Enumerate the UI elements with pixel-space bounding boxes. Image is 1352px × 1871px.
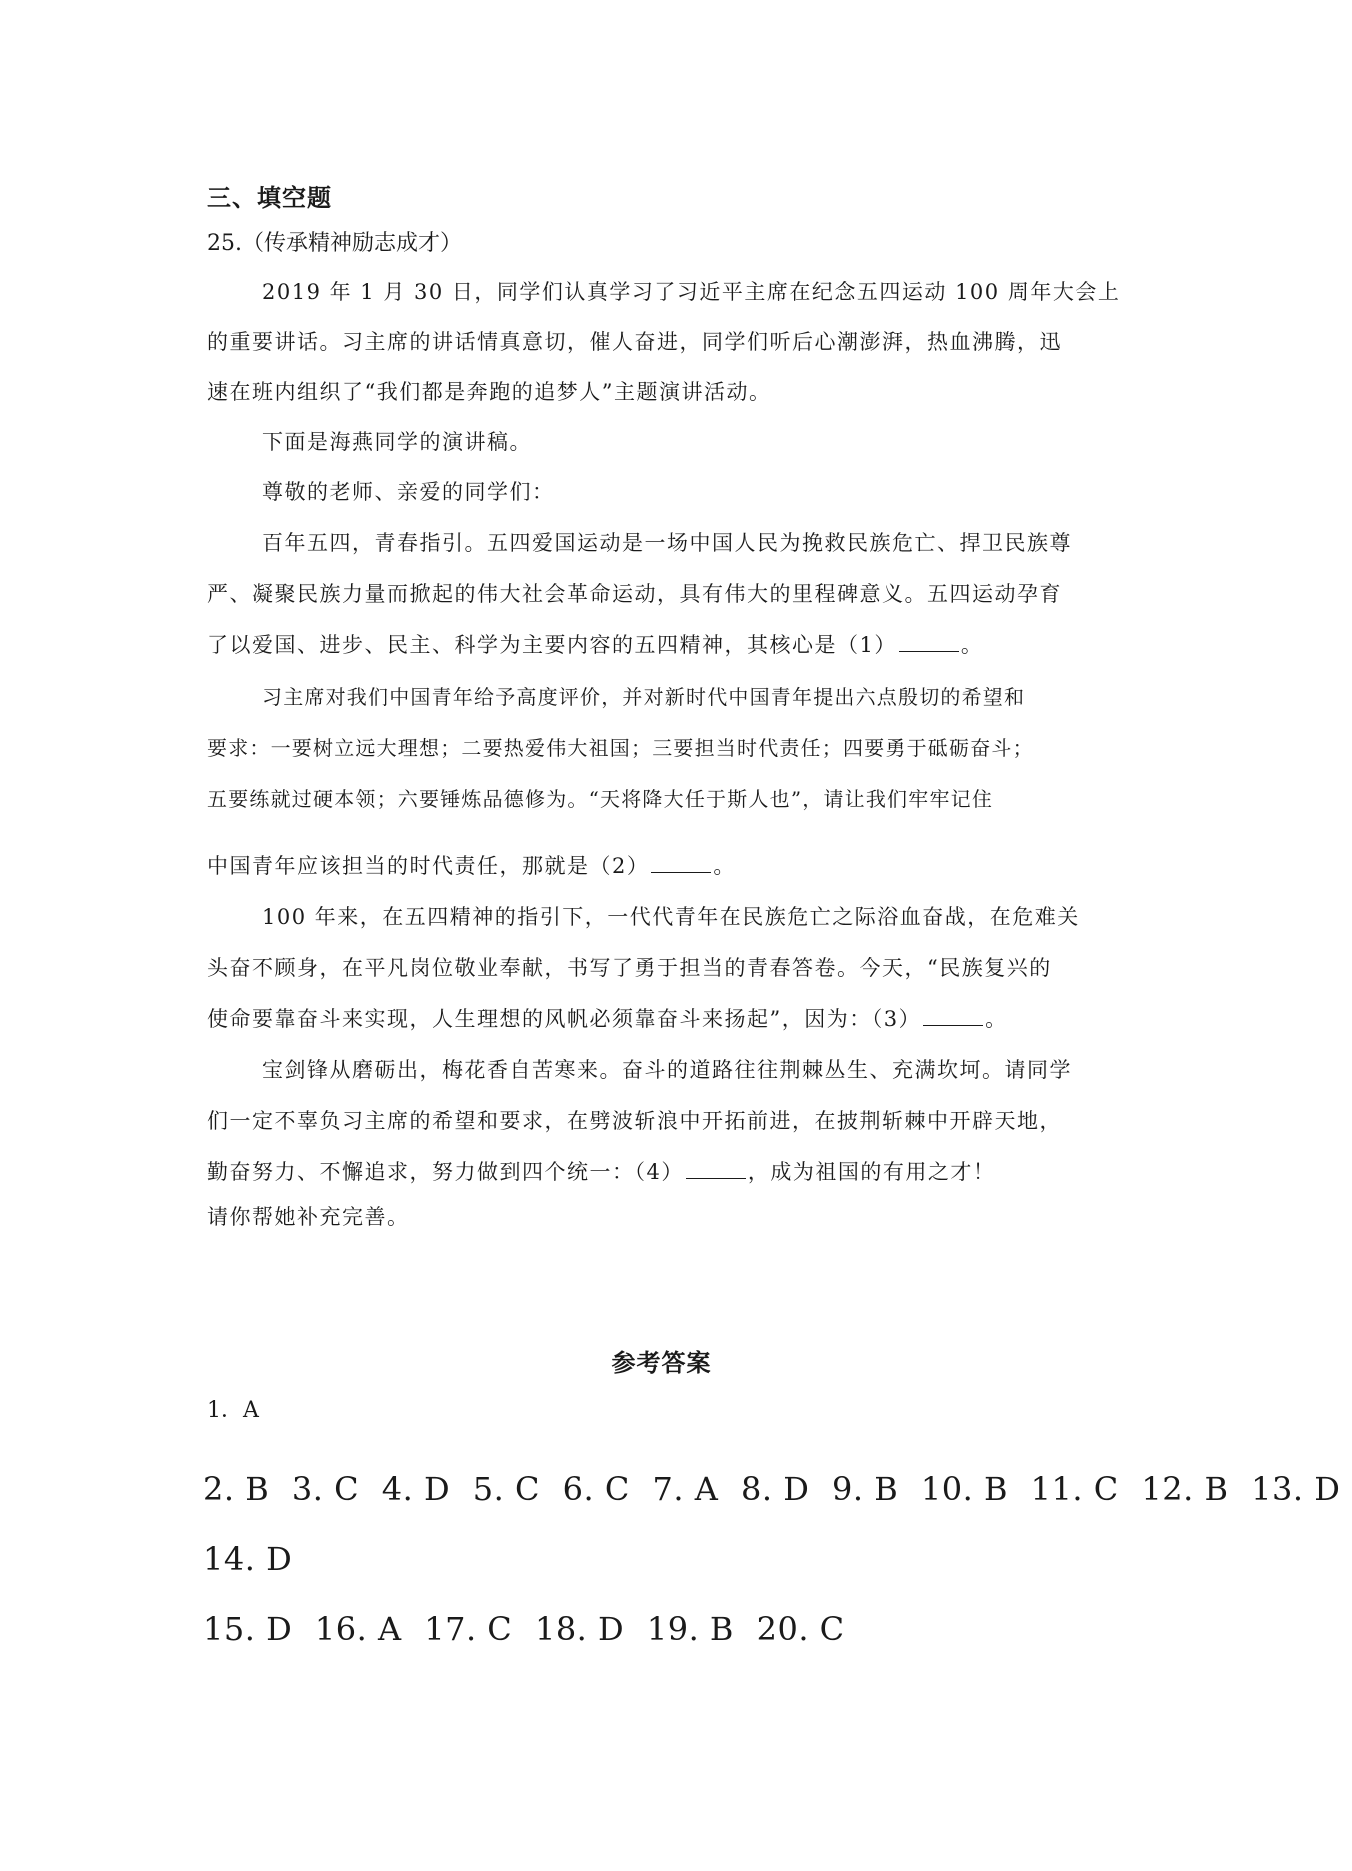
section-heading: 三、填空题 xyxy=(207,184,332,212)
question-line-16: 宝剑锋从磨砺出，梅花香自苦寒来。奋斗的道路往往荆棘丛生、充满坎坷。请同学 xyxy=(262,1058,1072,1082)
answer-item: 6. C xyxy=(562,1470,630,1508)
question-line-10: 要求：一要树立远大理想；二要热爱伟大祖国；三要担当时代责任；四要勇于砥砺奋斗； xyxy=(207,736,1034,760)
period: 。 xyxy=(713,854,736,878)
question-line-17: 们一定不辜负习主席的希望和要求，在劈波斩浪中开拓前进，在披荆斩棘中开辟天地， xyxy=(207,1109,1062,1133)
answer-item: 10. B xyxy=(920,1470,1008,1508)
blank-2[interactable] xyxy=(651,854,711,873)
answer-item: 19. B xyxy=(646,1610,734,1648)
answer-item: 17. C xyxy=(424,1610,513,1648)
answer-item: 5. C xyxy=(472,1470,540,1508)
answer-item: 8. D xyxy=(740,1470,810,1508)
question-line-6: 百年五四，青春指引。五四爱国运动是一场中国人民为挽救民族危亡、捍卫民族尊 xyxy=(262,531,1072,555)
question-line-15 xyxy=(207,1003,1008,1033)
question-line-14: 头奋不顾身，在平凡岗位敬业奉献，书写了勇于担当的青春答卷。今天，“民族复兴的 xyxy=(207,956,1052,980)
question-line-18-tail: ，成为祖国的有用之才！ xyxy=(747,1160,996,1184)
question-line-8 xyxy=(207,629,983,659)
period: 。 xyxy=(960,633,984,657)
question-line-2: 的重要讲话。习主席的讲话情真意切，催人奋进，同学们听后心潮澎湃，热血沸腾，迅 xyxy=(207,330,1062,354)
answer-1: 1．A xyxy=(207,1398,259,1423)
answer-item: 18. D xyxy=(534,1610,625,1648)
question-line-12 xyxy=(207,850,736,880)
answer-item: 11. C xyxy=(1030,1470,1119,1508)
question-instruction: 请你帮她补充完善。 xyxy=(207,1205,410,1229)
question-line-8-text: 了以爱国、进步、民主、科学为主要内容的五四精神，其核心是（1） xyxy=(207,633,897,657)
answer-row-2 xyxy=(203,1540,304,1578)
answer-item: 2. B xyxy=(203,1470,270,1508)
answer-item: 3. C xyxy=(291,1470,360,1508)
answer-item: 9. B xyxy=(832,1470,899,1508)
answer-row-3 xyxy=(203,1610,857,1648)
answer-title: 参考答案 xyxy=(611,1349,712,1377)
question-line-9: 习主席对我们中国青年给予高度评价，并对新时代中国青年提出六点殷切的希望和 xyxy=(262,685,1026,709)
answer-row-1 xyxy=(203,1470,1352,1508)
question-line-11: 五要练就过硬本领；六要锤炼品德修为。“天将降大任于斯人也”，请让我们牢牢记住 xyxy=(207,787,994,811)
question-header: 25.（传承精神励志成才） xyxy=(207,231,462,256)
question-line-13: 100 年来，在五四精神的指引下，一代代青年在民族危亡之际浴血奋战，在危难关 xyxy=(262,905,1080,929)
answer-item: 4. D xyxy=(381,1470,451,1508)
answer-item: 13. D xyxy=(1251,1470,1341,1508)
question-line-3: 速在班内组织了“我们都是奔跑的追梦人”主题演讲活动。 xyxy=(207,380,772,404)
question-line-18 xyxy=(207,1156,995,1186)
answer-item: 7. A xyxy=(652,1470,719,1508)
blank-1[interactable] xyxy=(899,633,959,652)
question-line-18-text: 勤奋努力、不懈追求，努力做到四个统一：（4） xyxy=(207,1160,684,1184)
question-line-5: 尊敬的老师、亲爱的同学们： xyxy=(262,480,555,504)
question-line-4: 下面是海燕同学的演讲稿。 xyxy=(262,430,532,454)
question-line-15-text: 使命要靠奋斗来实现，人生理想的风帆必须靠奋斗来扬起”，因为：（3） xyxy=(207,1007,922,1031)
answer-item: 15. D xyxy=(203,1610,293,1648)
answer-item: 20. C xyxy=(756,1610,845,1648)
question-line-12-text: 中国青年应该担当的时代责任，那就是（2） xyxy=(207,854,650,878)
answer-item: 14. D xyxy=(203,1540,293,1578)
answer-item: 12. B xyxy=(1141,1470,1229,1508)
period: 。 xyxy=(985,1007,1008,1031)
question-line-1: 2019 年 1 月 30 日，同学们认真学习了习近平主席在纪念五四运动 100 周年大会上 xyxy=(262,280,1121,304)
question-line-7: 严、凝聚民族力量而掀起的伟大社会革命运动，具有伟大的里程碑意义。五四运动孕育 xyxy=(207,582,1062,606)
blank-3[interactable] xyxy=(923,1007,983,1026)
blank-4[interactable] xyxy=(686,1160,746,1179)
answer-item: 16. A xyxy=(314,1610,402,1648)
